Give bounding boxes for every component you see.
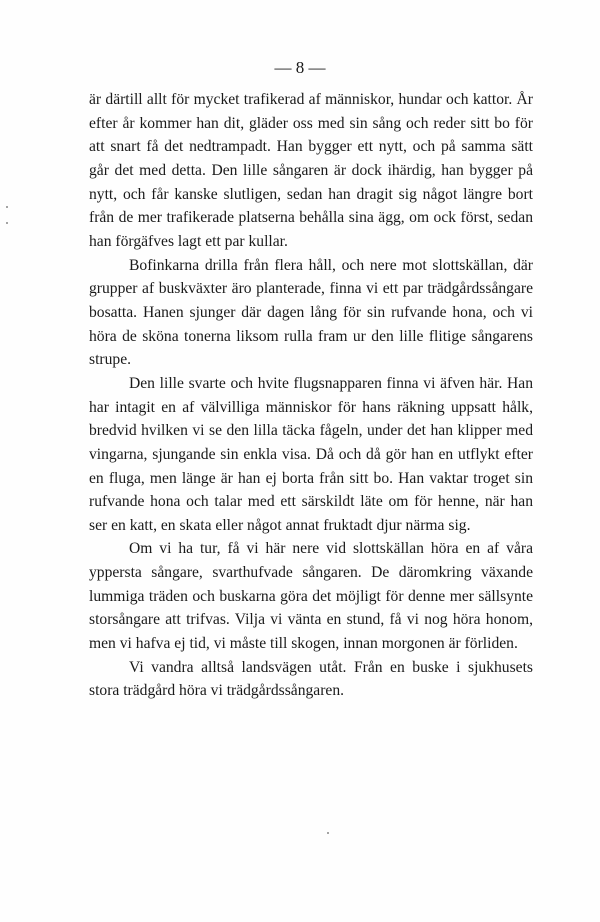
- page-number: — 8 —: [274, 58, 326, 77]
- scan-speck: [327, 832, 329, 834]
- paragraph-4: Om vi ha tur, få vi här nere vid slottskällan höra en af våra yppersta sångare, svarthufvade sångaren. De däromkring växande lummiga träden och buskarna göra det möjligt för denne mer sällsynte storsångare att trifvas. Vilja vi vänta en stund, få vi nog höra honom, men vi hafva ej tid, vi måste till skogen, innan morgonen är förliden.: [89, 540, 533, 653]
- paragraph-1: är därtill allt för mycket trafikerad af människor, hundar och kattor. År efter år kommer han dit, gläder oss med sin sång och reder sitt bo för att snart få det nedtrampadt. Han bygger ett nytt, och på samma sätt går det med detta. Den lille sångaren är dock ihärdig, han bygger på nytt, och får kanske slutligen, sedan han dragit sig något längre bort från de mer trafikerade platserna behålla sina ägg, om ock först, sedan han förgäfves lagt ett par kullar.: [89, 91, 533, 250]
- scan-speck: [6, 206, 8, 208]
- paragraph-2: Bofinkarna drilla från flera håll, och nere mot slottskällan, där grupper af buskväxter äro planterade, finna vi ett par trädgårdssångare bosatta. Hanen sjunger där dagen lång för sin rufvande hona, och vi höra de sköna tonerna liksom rulla fram ur den lille flitige sångarens strupe.: [89, 256, 533, 369]
- scan-speck: [6, 222, 8, 224]
- paragraph-5: Vi vandra alltså landsvägen utåt. Från en buske i sjukhusets stora trädgård höra vi trädgårdssångaren.: [89, 658, 533, 700]
- paragraph-3: Den lille svarte och hvite flugsnapparen finna vi äfven här. Han har intagit en af välvilliga människor för hans räkning uppsatt hålk, bredvid hvilken vi se den lilla täcka fågeln, under det han klipper med vingarna, sjungande sin enkla visa. Då och då gör han en utflykt efter en fluga, men länge är han ej borta från sitt bo. Han vaktar troget sin rufvande hona och talar med ett särskildt läte om för henne, när han ser en katt, en skata eller något annat fruktadt djur närma sig.: [89, 374, 533, 534]
- body-text: [89, 88, 533, 703]
